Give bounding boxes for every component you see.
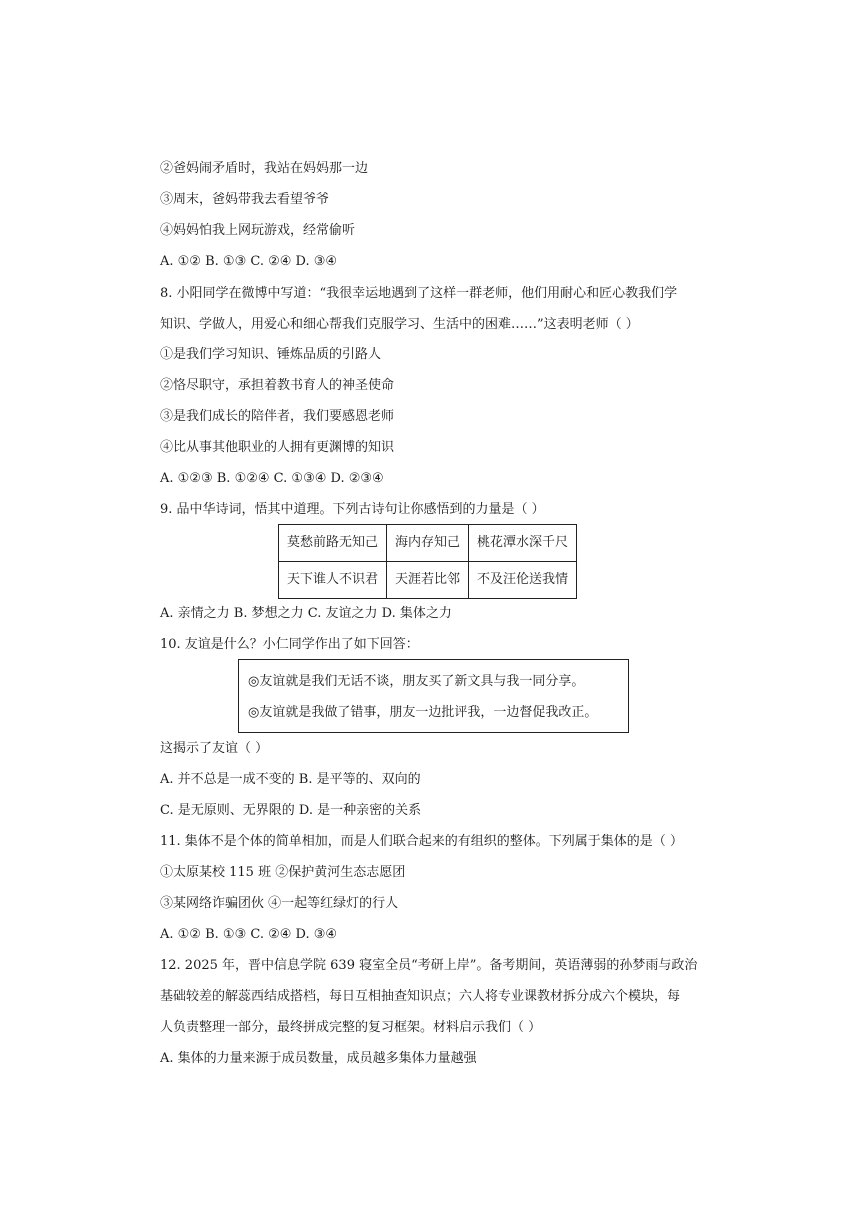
q10-options-2: C. 是无原则、无界限的 D. 是一种亲密的关系 (160, 803, 422, 818)
q9-stem: 9. 品中华诗词，悟其中道理。下列古诗句让你感悟到的力量是（ ） (160, 502, 545, 517)
poem-cell: 桃花潭水深千尺 (469, 525, 577, 562)
q10-options-1: A. 并不总是一成不变的 B. 是平等的、双向的 (160, 772, 421, 787)
q7-item-3: ③周末，爸妈带我去看望爷爷 (160, 192, 330, 207)
q8-item-2: ②恪尽职守，承担着教书育人的神圣使命 (160, 378, 395, 393)
q11-items-1: ①太原某校 115 班 ②保护黄河生态志愿团 (160, 865, 406, 880)
q9-poem-table (278, 524, 577, 599)
q8-item-1: ①是我们学习知识、锤炼品质的引路人 (160, 347, 382, 362)
q11-items-2: ③某网络诈骗团伙 ④一起等红绿灯的行人 (160, 896, 399, 911)
poem-cell: 海内存知己 (387, 525, 469, 562)
q9-options: A. 亲情之力 B. 梦想之力 C. 友谊之力 D. 集体之力 (160, 606, 452, 621)
poem-cell: 天下谁人不识君 (279, 562, 387, 599)
q10-stem: 10. 友谊是什么？小仁同学作出了如下回答： (160, 637, 419, 652)
q11-options: A. ①② B. ①③ C. ②④ D. ③④ (160, 927, 338, 942)
q12-stem-line-3: 人负责整理一部分，最终拼成完整的复习框架。材料启示我们（ ） (160, 1020, 542, 1035)
q7-item-4: ④妈妈怕我上网玩游戏，经常偷听 (160, 223, 356, 238)
q8-item-4: ④比从事其他职业的人拥有更渊博的知识 (160, 440, 395, 455)
q12-option-a: A. 集体的力量来源于成员数量，成员越多集体力量越强 (160, 1051, 477, 1066)
q12-stem-line-1: 12. 2025 年，晋中信息学院 639 寝室全员“考研上岸”。备考期间，英语薄弱的孙梦雨与政治 (160, 958, 698, 973)
q11-stem: 11. 集体不是个体的简单相加，而是人们联合起来的有组织的整体。下列属于集体的是（ ） (160, 834, 683, 849)
poem-cell: 莫愁前路无知己 (279, 525, 387, 562)
q10-answer-box (238, 659, 629, 733)
poem-cell: 不及汪伦送我情 (469, 562, 577, 599)
q12-stem-line-2: 基础较差的解蕊西结成搭档，每日互相抽查知识点；六人将专业课教材拆分成六个模块，每 (160, 989, 681, 1004)
q8-item-3: ③是我们成长的陪伴者，我们要感恩老师 (160, 409, 395, 424)
q7-options: A. ①② B. ①③ C. ②④ D. ③④ (160, 254, 338, 269)
q10-box-line-2: ◎友谊就是我做了错事，朋友一边批评我，一边督促我改正。 (248, 705, 598, 720)
poem-cell: 天涯若比邻 (387, 562, 469, 599)
q8-stem-line-2: 知识、学做人，用爱心和细心帮我们克服学习、生活中的困难……”这表明老师（ ） (160, 317, 639, 332)
q10-box-line-1: ◎友谊就是我们无话不谈，朋友买了新文具与我一同分享。 (248, 674, 585, 689)
q10-tail: 这揭示了友谊（ ） (160, 741, 269, 756)
q8-options: A. ①②③ B. ①②④ C. ①③④ D. ②③④ (160, 471, 384, 486)
q8-stem-line-1: 8. 小阳同学在微博中写道：“我很幸运地遇到了这样一群老师，他们用耐心和匠心教我们学 (160, 286, 678, 301)
q7-item-2: ②爸妈闹矛盾时，我站在妈妈那一边 (160, 161, 369, 176)
